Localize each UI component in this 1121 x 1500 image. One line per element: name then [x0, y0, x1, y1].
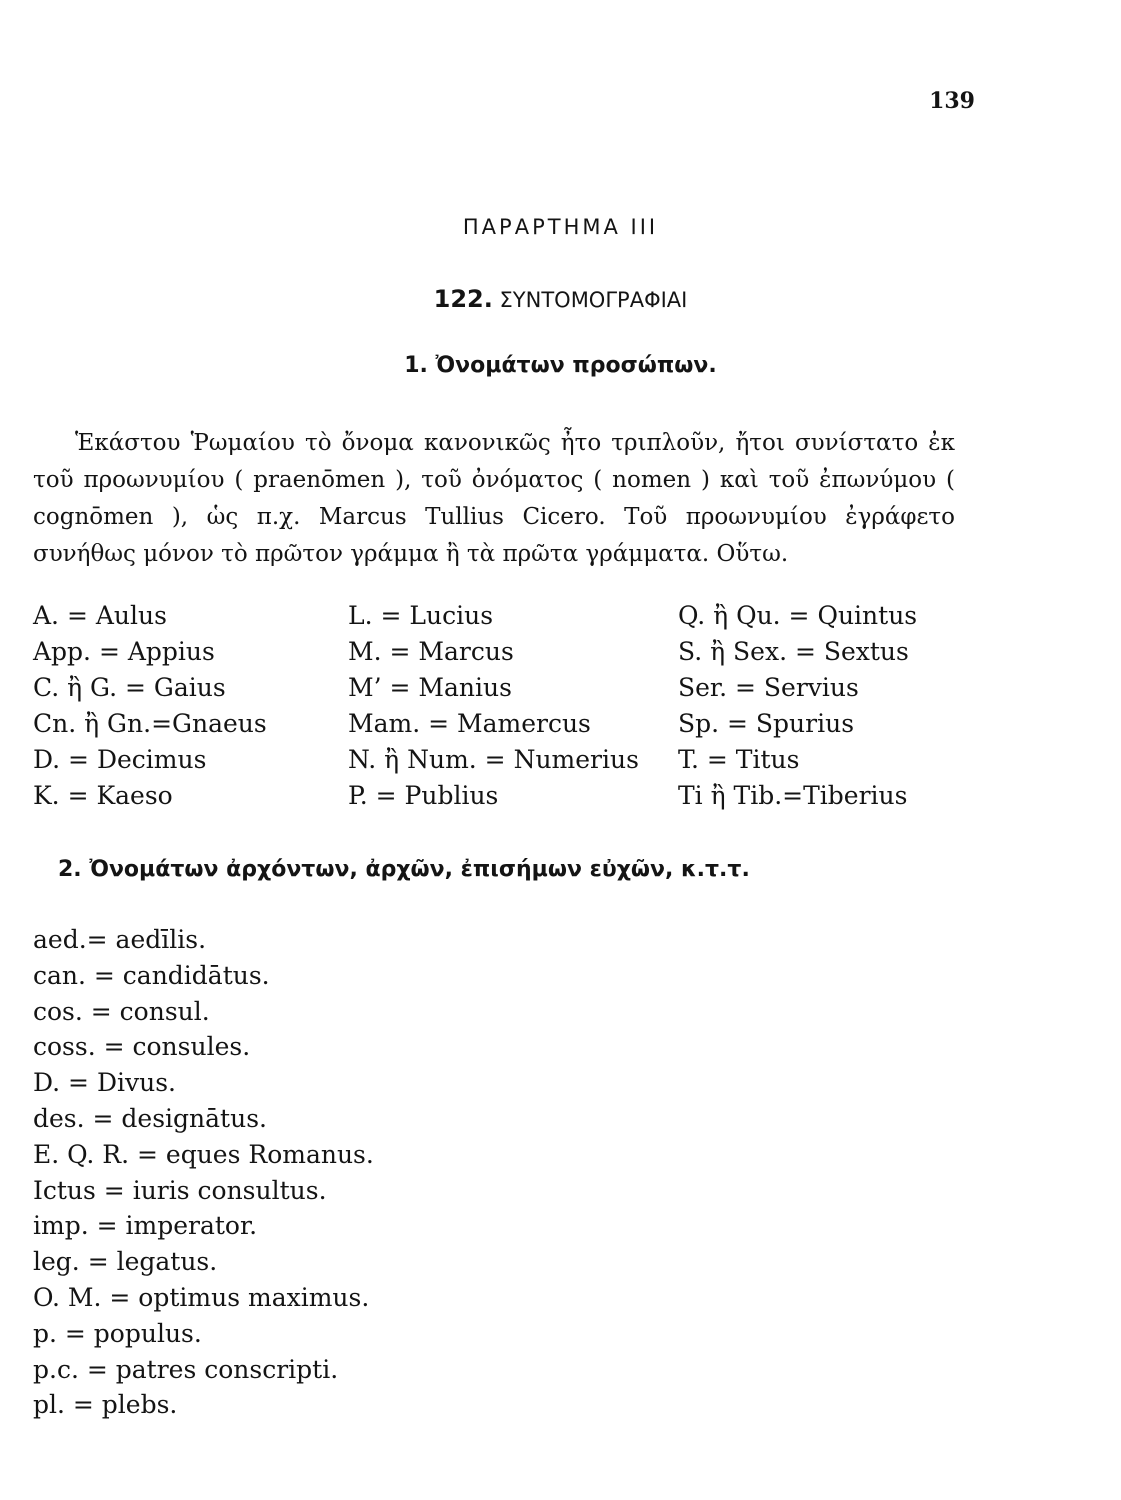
praenomen-entry: S. ἢ Sex. = Sextus	[678, 637, 909, 666]
abbreviation-entry: leg. = legatus.	[33, 1247, 218, 1277]
praenomen-entry: Cn. ἢ Gn.=Gnaeus	[33, 709, 267, 738]
intro-text: Ἑκάστου Ῥωμαίου τὸ ὄνομα κανονικῶς ἦτο τριπλοῦν, ἤτοι συνίστατο ἐκ τοῦ προωνυμίου ( praenōmen ), τοῦ ὀνόματος ( nomen ) καὶ τοῦ ἐπωνύμου ( cognōmen ), ὡς π.χ. Marcus Tullius Cicero. Τοῦ προωνυμίου ἐγράφετο συνήθως μόνον τὸ πρῶτον γράμμα ἢ τὰ πρῶτα γράμματα. Οὕτω.	[33, 430, 955, 567]
section-title: ΣΥΝΤΟΜΟΓΡΑΦΙΑΙ	[499, 288, 688, 312]
praenomen-entry: K. = Kaeso	[33, 781, 173, 810]
page-number: 139	[929, 88, 975, 114]
subsection-2-heading: 2. Ὀνομάτων ἀρχόντων, ἀρχῶν, ἐπισήμων εὐχῶν, κ.τ.τ.	[58, 857, 750, 882]
abbreviation-entry: E. Q. R. = eques Romanus.	[33, 1139, 374, 1169]
praenomen-column-2	[348, 598, 639, 814]
praenomen-entry: D. = Decimus	[33, 745, 207, 774]
abbreviation-entry: p.c. = patres conscripti.	[33, 1354, 339, 1384]
praenomen-entry: M. = Marcus	[348, 637, 514, 666]
praenomen-entry: M’ = Manius	[348, 673, 512, 702]
praenomen-entry: C. ἢ G. = Gaius	[33, 673, 226, 702]
praenomen-column-1	[33, 598, 267, 814]
abbreviation-entry: O. M. = optimus maximus.	[33, 1282, 370, 1312]
praenomen-entry: P. = Publius	[348, 781, 499, 810]
praenomen-entry: Ser. = Servius	[678, 673, 859, 702]
praenomen-entry: A. = Aulus	[33, 601, 167, 630]
praenomen-entry: Q. ἢ Qu. = Quintus	[678, 601, 918, 630]
section-heading	[0, 285, 1121, 313]
praenomen-entry: L. = Lucius	[348, 601, 494, 630]
praenomen-entry: T. = Titus	[678, 745, 800, 774]
abbreviation-entry: coss. = consules.	[33, 1032, 251, 1062]
subsection-1-heading: 1. Ὀνομάτων προσώπων.	[404, 353, 717, 378]
abbreviation-entry: D. = Divus.	[33, 1068, 176, 1098]
praenomen-entry: App. = Appius	[33, 637, 215, 666]
abbreviation-entry: aed.= aedīlis.	[33, 925, 207, 954]
abbreviation-list	[33, 922, 633, 1423]
praenomen-entry: Sp. = Spurius	[678, 709, 855, 738]
praenomen-column-3	[678, 598, 917, 814]
abbreviation-entry: p. = populus.	[33, 1318, 202, 1348]
section-number: 122.	[433, 285, 493, 313]
abbreviation-entry: des. = designātus.	[33, 1103, 267, 1133]
praenomen-entry: N. ἢ Num. = Numerius	[348, 745, 639, 774]
appendix-title: ΠΑΡΑΡΤΗΜΑ ΙΙΙ	[462, 215, 659, 239]
abbreviation-entry: imp. = imperator.	[33, 1211, 258, 1241]
abbreviation-entry: Ictus = iuris consultus.	[33, 1175, 327, 1205]
abbreviation-entry: cos. = consul.	[33, 996, 210, 1026]
abbreviation-entry: can. = candidātus.	[33, 960, 270, 990]
praenomen-entry: Mam. = Mamercus	[348, 709, 591, 738]
praenomen-entry: Ti ἢ Tib.=Tiberius	[678, 781, 908, 810]
abbreviation-entry: pl. = plebs.	[33, 1390, 178, 1420]
intro-paragraph	[33, 425, 955, 573]
